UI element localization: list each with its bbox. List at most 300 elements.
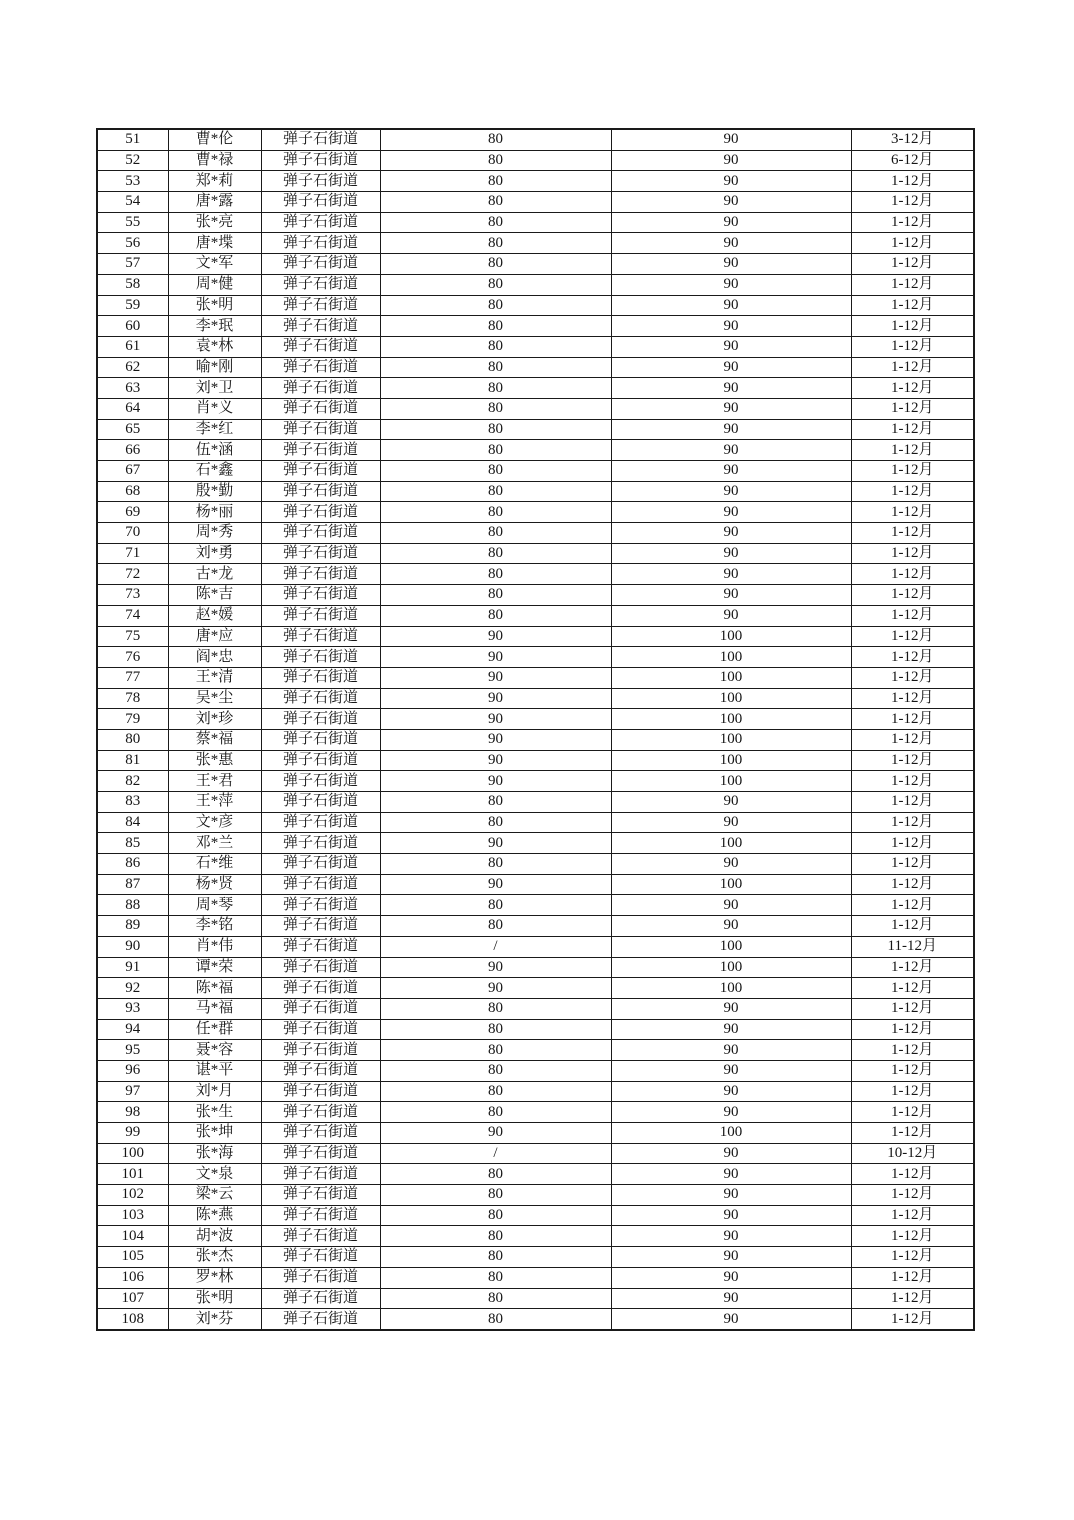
table-row — [97, 461, 974, 482]
cell-score-b: 90 — [611, 336, 851, 357]
table-row — [97, 833, 974, 854]
cell-score-a: 80 — [380, 481, 611, 502]
table-row — [97, 1309, 974, 1330]
table-row — [97, 440, 974, 461]
cell-name: 曹*伦 — [168, 129, 261, 150]
cell-name: 陈*燕 — [168, 1205, 261, 1226]
cell-score-a: 80 — [380, 398, 611, 419]
cell-score-a: 90 — [380, 709, 611, 730]
cell-street: 弹子石街道 — [261, 1185, 380, 1206]
cell-score-b: 100 — [611, 978, 851, 999]
cell-name: 曹*禄 — [168, 150, 261, 171]
cell-index: 88 — [97, 895, 168, 916]
cell-months: 1-12月 — [851, 812, 974, 833]
cell-months: 1-12月 — [851, 1123, 974, 1144]
table-row — [97, 667, 974, 688]
cell-score-b: 100 — [611, 626, 851, 647]
cell-index: 103 — [97, 1205, 168, 1226]
cell-street: 弹子石街道 — [261, 502, 380, 523]
cell-score-b: 90 — [611, 1267, 851, 1288]
cell-months: 1-12月 — [851, 316, 974, 337]
cell-name: 唐*露 — [168, 192, 261, 213]
cell-index: 52 — [97, 150, 168, 171]
table-row — [97, 1102, 974, 1123]
cell-name: 袁*林 — [168, 336, 261, 357]
cell-months: 1-12月 — [851, 274, 974, 295]
cell-months: 1-12月 — [851, 1267, 974, 1288]
cell-score-b: 90 — [611, 998, 851, 1019]
cell-months: 1-12月 — [851, 192, 974, 213]
table-row — [97, 357, 974, 378]
cell-street: 弹子石街道 — [261, 936, 380, 957]
cell-index: 89 — [97, 916, 168, 937]
cell-index: 90 — [97, 936, 168, 957]
cell-index: 79 — [97, 709, 168, 730]
cell-score-a: 80 — [380, 129, 611, 150]
cell-score-a: 80 — [380, 895, 611, 916]
cell-score-a: 80 — [380, 461, 611, 482]
cell-months: 1-12月 — [851, 1019, 974, 1040]
cell-name: 周*琴 — [168, 895, 261, 916]
cell-street: 弹子石街道 — [261, 1288, 380, 1309]
cell-name: 张*惠 — [168, 750, 261, 771]
cell-score-a: 80 — [380, 543, 611, 564]
cell-name: 肖*伟 — [168, 936, 261, 957]
cell-score-b: 90 — [611, 212, 851, 233]
cell-score-a: 80 — [380, 854, 611, 875]
table-row — [97, 750, 974, 771]
cell-score-a: 80 — [380, 1288, 611, 1309]
cell-months: 1-12月 — [851, 792, 974, 813]
cell-street: 弹子石街道 — [261, 812, 380, 833]
cell-score-b: 100 — [611, 667, 851, 688]
cell-street: 弹子石街道 — [261, 833, 380, 854]
cell-score-a: 80 — [380, 1247, 611, 1268]
table-row — [97, 564, 974, 585]
cell-months: 1-12月 — [851, 709, 974, 730]
cell-months: 1-12月 — [851, 1102, 974, 1123]
cell-street: 弹子石街道 — [261, 1164, 380, 1185]
table-row — [97, 729, 974, 750]
table-row — [97, 895, 974, 916]
cell-score-b: 90 — [611, 1205, 851, 1226]
cell-index: 99 — [97, 1123, 168, 1144]
cell-name: 吴*尘 — [168, 688, 261, 709]
cell-months: 1-12月 — [851, 295, 974, 316]
cell-months: 1-12月 — [851, 1060, 974, 1081]
cell-score-b: 90 — [611, 378, 851, 399]
table-row — [97, 812, 974, 833]
cell-index: 66 — [97, 440, 168, 461]
cell-score-a: 90 — [380, 667, 611, 688]
cell-street: 弹子石街道 — [261, 874, 380, 895]
cell-street: 弹子石街道 — [261, 295, 380, 316]
cell-score-a: 80 — [380, 1267, 611, 1288]
cell-index: 92 — [97, 978, 168, 999]
cell-street: 弹子石街道 — [261, 150, 380, 171]
cell-score-b: 90 — [611, 895, 851, 916]
cell-score-a: 80 — [380, 1205, 611, 1226]
cell-index: 74 — [97, 605, 168, 626]
cell-score-a: 80 — [380, 1185, 611, 1206]
cell-months: 1-12月 — [851, 357, 974, 378]
cell-score-b: 90 — [611, 1019, 851, 1040]
cell-name: 杨*丽 — [168, 502, 261, 523]
cell-score-a: 80 — [380, 171, 611, 192]
cell-street: 弹子石街道 — [261, 564, 380, 585]
cell-score-b: 90 — [611, 916, 851, 937]
cell-months: 1-12月 — [851, 171, 974, 192]
cell-index: 98 — [97, 1102, 168, 1123]
cell-index: 106 — [97, 1267, 168, 1288]
table-row — [97, 378, 974, 399]
cell-months: 1-12月 — [851, 729, 974, 750]
cell-name: 喻*刚 — [168, 357, 261, 378]
cell-street: 弹子石街道 — [261, 626, 380, 647]
cell-street: 弹子石街道 — [261, 523, 380, 544]
table-row — [97, 1060, 974, 1081]
table-row — [97, 129, 974, 150]
cell-name: 周*健 — [168, 274, 261, 295]
cell-street: 弹子石街道 — [261, 398, 380, 419]
cell-score-a: 80 — [380, 150, 611, 171]
cell-index: 85 — [97, 833, 168, 854]
cell-street: 弹子石街道 — [261, 1123, 380, 1144]
cell-score-b: 100 — [611, 874, 851, 895]
cell-name: 谌*平 — [168, 1060, 261, 1081]
cell-index: 75 — [97, 626, 168, 647]
cell-months: 1-12月 — [851, 1309, 974, 1330]
cell-score-b: 90 — [611, 605, 851, 626]
cell-months: 1-12月 — [851, 502, 974, 523]
cell-street: 弹子石街道 — [261, 1040, 380, 1061]
cell-score-b: 90 — [611, 812, 851, 833]
table-row — [97, 1040, 974, 1061]
table-row — [97, 1164, 974, 1185]
cell-street: 弹子石街道 — [261, 750, 380, 771]
table-row — [97, 1143, 974, 1164]
cell-index: 107 — [97, 1288, 168, 1309]
cell-street: 弹子石街道 — [261, 233, 380, 254]
cell-months: 1-12月 — [851, 254, 974, 275]
table-row — [97, 998, 974, 1019]
cell-name: 阎*忠 — [168, 647, 261, 668]
cell-months: 1-12月 — [851, 605, 974, 626]
table-row — [97, 1267, 974, 1288]
cell-months: 1-12月 — [851, 1164, 974, 1185]
cell-street: 弹子石街道 — [261, 543, 380, 564]
cell-name: 胡*波 — [168, 1226, 261, 1247]
cell-months: 1-12月 — [851, 1205, 974, 1226]
cell-score-a: 80 — [380, 564, 611, 585]
cell-score-a: 80 — [380, 605, 611, 626]
table-row — [97, 688, 974, 709]
table-row — [97, 1288, 974, 1309]
cell-months: 1-12月 — [851, 916, 974, 937]
cell-name: 张*海 — [168, 1143, 261, 1164]
cell-score-b: 100 — [611, 936, 851, 957]
cell-name: 邓*兰 — [168, 833, 261, 854]
cell-street: 弹子石街道 — [261, 667, 380, 688]
cell-score-b: 90 — [611, 585, 851, 606]
cell-score-a: 80 — [380, 998, 611, 1019]
table-row — [97, 1205, 974, 1226]
cell-name: 唐*应 — [168, 626, 261, 647]
table-row — [97, 1247, 974, 1268]
cell-index: 59 — [97, 295, 168, 316]
cell-score-a: 80 — [380, 295, 611, 316]
cell-months: 1-12月 — [851, 771, 974, 792]
cell-score-a: 90 — [380, 771, 611, 792]
cell-score-b: 90 — [611, 233, 851, 254]
cell-months: 1-12月 — [851, 1247, 974, 1268]
cell-months: 1-12月 — [851, 688, 974, 709]
cell-score-a: 80 — [380, 585, 611, 606]
cell-name: 殷*勤 — [168, 481, 261, 502]
cell-score-b: 90 — [611, 357, 851, 378]
cell-index: 94 — [97, 1019, 168, 1040]
cell-street: 弹子石街道 — [261, 1060, 380, 1081]
cell-index: 82 — [97, 771, 168, 792]
cell-index: 62 — [97, 357, 168, 378]
cell-score-a: 80 — [380, 523, 611, 544]
cell-months: 1-12月 — [851, 336, 974, 357]
cell-score-a: 80 — [380, 1164, 611, 1185]
cell-index: 83 — [97, 792, 168, 813]
cell-index: 87 — [97, 874, 168, 895]
cell-street: 弹子石街道 — [261, 998, 380, 1019]
cell-name: 王*萍 — [168, 792, 261, 813]
cell-street: 弹子石街道 — [261, 481, 380, 502]
table-row — [97, 295, 974, 316]
cell-score-b: 90 — [611, 1102, 851, 1123]
cell-index: 86 — [97, 854, 168, 875]
cell-score-b: 90 — [611, 502, 851, 523]
cell-score-a: 80 — [380, 1019, 611, 1040]
cell-index: 63 — [97, 378, 168, 399]
cell-street: 弹子石街道 — [261, 854, 380, 875]
cell-name: 周*秀 — [168, 523, 261, 544]
table-row — [97, 626, 974, 647]
cell-street: 弹子石街道 — [261, 378, 380, 399]
cell-score-a: 80 — [380, 357, 611, 378]
cell-name: 伍*涵 — [168, 440, 261, 461]
cell-name: 聂*容 — [168, 1040, 261, 1061]
cell-score-a: 80 — [380, 502, 611, 523]
cell-street: 弹子石街道 — [261, 171, 380, 192]
cell-months: 1-12月 — [851, 998, 974, 1019]
cell-score-b: 90 — [611, 1185, 851, 1206]
cell-score-b: 90 — [611, 564, 851, 585]
cell-score-b: 90 — [611, 129, 851, 150]
cell-index: 51 — [97, 129, 168, 150]
table-row — [97, 874, 974, 895]
table-row — [97, 1226, 974, 1247]
cell-name: 刘*珍 — [168, 709, 261, 730]
cell-street: 弹子石街道 — [261, 212, 380, 233]
table-row — [97, 957, 974, 978]
cell-score-b: 90 — [611, 523, 851, 544]
cell-score-b: 90 — [611, 440, 851, 461]
cell-name: 李*珉 — [168, 316, 261, 337]
cell-street: 弹子石街道 — [261, 440, 380, 461]
cell-index: 58 — [97, 274, 168, 295]
table-row — [97, 316, 974, 337]
cell-score-b: 90 — [611, 150, 851, 171]
cell-score-b: 90 — [611, 792, 851, 813]
cell-months: 1-12月 — [851, 647, 974, 668]
cell-score-b: 90 — [611, 854, 851, 875]
table-row — [97, 647, 974, 668]
cell-street: 弹子石街道 — [261, 1081, 380, 1102]
cell-score-a: 90 — [380, 874, 611, 895]
cell-score-b: 90 — [611, 1226, 851, 1247]
cell-score-a: 80 — [380, 792, 611, 813]
cell-name: 郑*莉 — [168, 171, 261, 192]
cell-index: 70 — [97, 523, 168, 544]
table-row — [97, 171, 974, 192]
cell-score-b: 90 — [611, 1060, 851, 1081]
cell-months: 1-12月 — [851, 626, 974, 647]
cell-street: 弹子石街道 — [261, 1205, 380, 1226]
cell-street: 弹子石街道 — [261, 129, 380, 150]
cell-score-b: 90 — [611, 481, 851, 502]
cell-score-a: 80 — [380, 233, 611, 254]
cell-score-a: 80 — [380, 192, 611, 213]
cell-index: 95 — [97, 1040, 168, 1061]
cell-index: 100 — [97, 1143, 168, 1164]
cell-name: 石*维 — [168, 854, 261, 875]
cell-index: 64 — [97, 398, 168, 419]
cell-score-b: 90 — [611, 543, 851, 564]
cell-months: 1-12月 — [851, 398, 974, 419]
cell-score-b: 100 — [611, 833, 851, 854]
cell-street: 弹子石街道 — [261, 771, 380, 792]
cell-name: 马*福 — [168, 998, 261, 1019]
cell-score-a: 80 — [380, 212, 611, 233]
cell-index: 97 — [97, 1081, 168, 1102]
cell-score-b: 100 — [611, 1123, 851, 1144]
cell-score-b: 90 — [611, 171, 851, 192]
cell-name: 刘*勇 — [168, 543, 261, 564]
table-row — [97, 854, 974, 875]
cell-street: 弹子石街道 — [261, 729, 380, 750]
cell-months: 1-12月 — [851, 1081, 974, 1102]
cell-score-b: 90 — [611, 398, 851, 419]
cell-name: 文*军 — [168, 254, 261, 275]
table-row — [97, 398, 974, 419]
cell-score-a: 80 — [380, 419, 611, 440]
cell-score-b: 90 — [611, 295, 851, 316]
cell-score-a: 80 — [380, 336, 611, 357]
cell-name: 陈*吉 — [168, 585, 261, 606]
table-row — [97, 523, 974, 544]
cell-street: 弹子石街道 — [261, 895, 380, 916]
cell-name: 石*鑫 — [168, 461, 261, 482]
table-row — [97, 916, 974, 937]
cell-index: 55 — [97, 212, 168, 233]
cell-score-b: 90 — [611, 1040, 851, 1061]
cell-months: 1-12月 — [851, 481, 974, 502]
cell-name: 梁*云 — [168, 1185, 261, 1206]
cell-months: 1-12月 — [851, 419, 974, 440]
table-row — [97, 481, 974, 502]
cell-score-b: 90 — [611, 254, 851, 275]
cell-name: 赵*媛 — [168, 605, 261, 626]
cell-score-a: 90 — [380, 626, 611, 647]
cell-months: 1-12月 — [851, 957, 974, 978]
cell-street: 弹子石街道 — [261, 1267, 380, 1288]
cell-months: 1-12月 — [851, 667, 974, 688]
cell-street: 弹子石街道 — [261, 419, 380, 440]
cell-score-a: 80 — [380, 274, 611, 295]
cell-index: 61 — [97, 336, 168, 357]
cell-name: 文*泉 — [168, 1164, 261, 1185]
cell-name: 肖*义 — [168, 398, 261, 419]
cell-street: 弹子石街道 — [261, 792, 380, 813]
cell-name: 刘*卫 — [168, 378, 261, 399]
cell-months: 1-12月 — [851, 750, 974, 771]
cell-score-b: 90 — [611, 1309, 851, 1330]
cell-months: 1-12月 — [851, 895, 974, 916]
cell-score-a: / — [380, 1143, 611, 1164]
table-row — [97, 254, 974, 275]
cell-index: 56 — [97, 233, 168, 254]
cell-months: 1-12月 — [851, 1288, 974, 1309]
cell-score-a: 90 — [380, 957, 611, 978]
cell-score-a: 80 — [380, 1102, 611, 1123]
cell-index: 108 — [97, 1309, 168, 1330]
cell-score-b: 90 — [611, 1143, 851, 1164]
cell-street: 弹子石街道 — [261, 1226, 380, 1247]
table-row — [97, 419, 974, 440]
cell-index: 60 — [97, 316, 168, 337]
cell-index: 78 — [97, 688, 168, 709]
cell-name: 罗*林 — [168, 1267, 261, 1288]
cell-index: 91 — [97, 957, 168, 978]
cell-street: 弹子石街道 — [261, 254, 380, 275]
cell-score-b: 100 — [611, 750, 851, 771]
table-row — [97, 792, 974, 813]
cell-score-a: 80 — [380, 440, 611, 461]
cell-name: 张*明 — [168, 1288, 261, 1309]
cell-score-a: 80 — [380, 1040, 611, 1061]
cell-score-a: 80 — [380, 1060, 611, 1081]
cell-name: 刘*月 — [168, 1081, 261, 1102]
cell-index: 72 — [97, 564, 168, 585]
cell-score-a: 80 — [380, 1081, 611, 1102]
cell-score-b: 90 — [611, 1247, 851, 1268]
cell-name: 刘*芬 — [168, 1309, 261, 1330]
cell-months: 11-12月 — [851, 936, 974, 957]
cell-score-a: 80 — [380, 1309, 611, 1330]
cell-months: 1-12月 — [851, 1040, 974, 1061]
cell-name: 李*铭 — [168, 916, 261, 937]
cell-index: 105 — [97, 1247, 168, 1268]
table-row — [97, 150, 974, 171]
cell-score-b: 90 — [611, 1081, 851, 1102]
cell-months: 3-12月 — [851, 129, 974, 150]
cell-score-a: 80 — [380, 316, 611, 337]
cell-index: 65 — [97, 419, 168, 440]
cell-score-a: 80 — [380, 1226, 611, 1247]
cell-index: 93 — [97, 998, 168, 1019]
cell-name: 蔡*福 — [168, 729, 261, 750]
cell-months: 1-12月 — [851, 440, 974, 461]
cell-months: 1-12月 — [851, 212, 974, 233]
cell-street: 弹子石街道 — [261, 647, 380, 668]
cell-score-b: 100 — [611, 729, 851, 750]
